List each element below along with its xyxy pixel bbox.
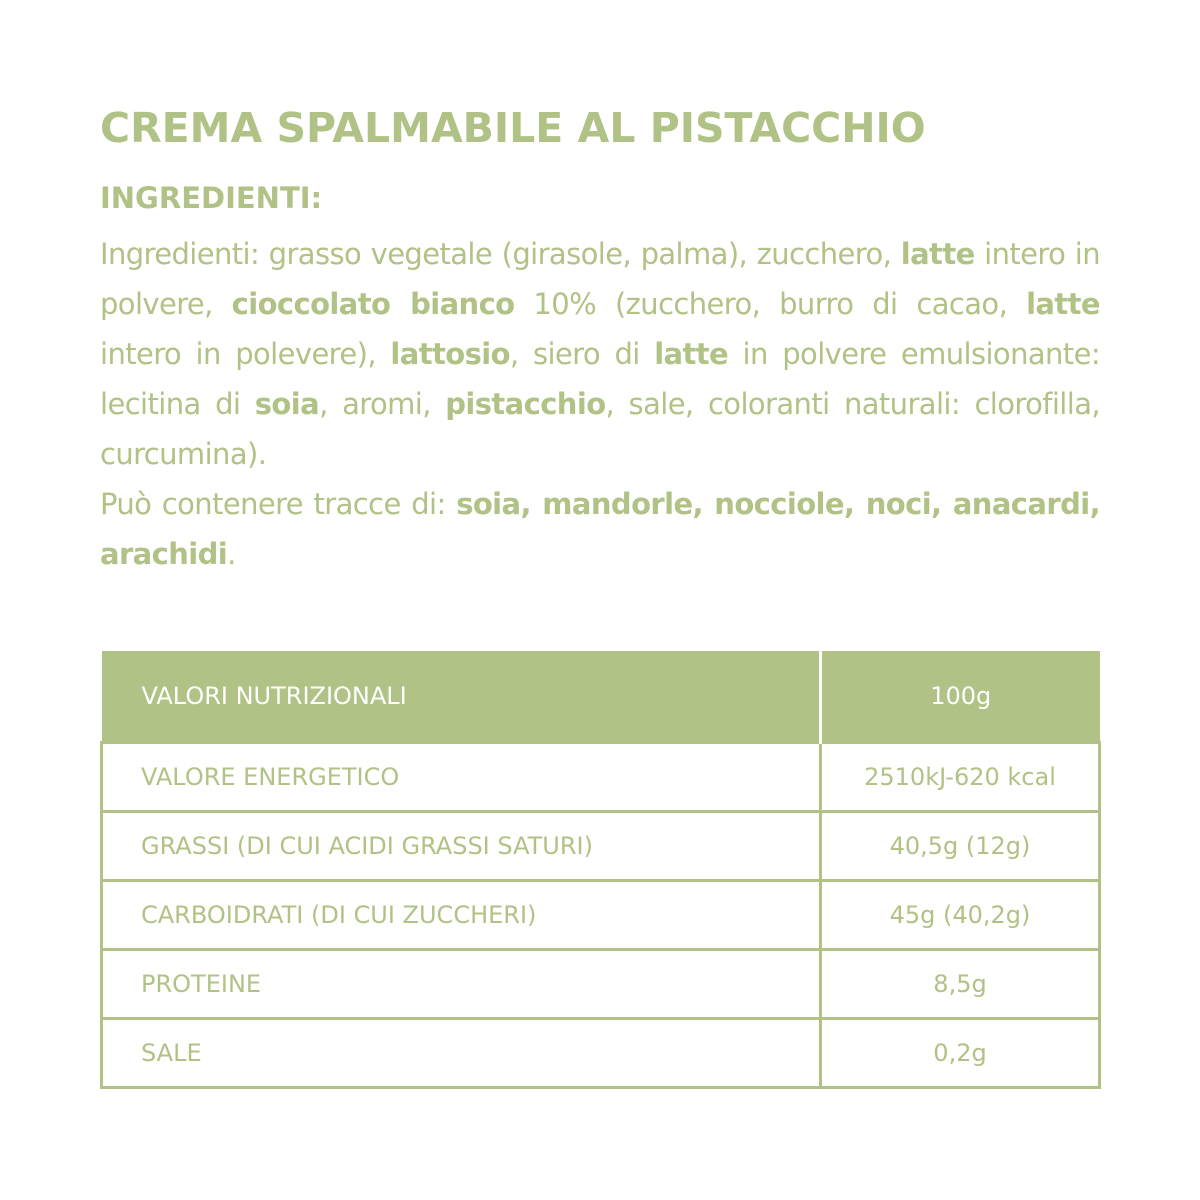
nutrient-label: GRASSI (DI CUI ACIDI GRASSI SATURI) xyxy=(102,812,821,881)
traces-text xyxy=(100,479,1100,579)
ingredient-segment: , siero di xyxy=(509,337,655,371)
ingredient-segment: intero in polvere, xyxy=(100,237,1100,321)
allergen-highlight: lattosio xyxy=(390,337,510,371)
allergen-highlight: latte xyxy=(654,337,729,371)
nutrient-label: SALE xyxy=(102,1019,821,1088)
ingredient-segment: in polvere emulsionante: lecitina di xyxy=(100,337,1100,421)
traces-segment: . xyxy=(227,537,236,571)
ingredient-segment: Ingredienti: grasso vegetale (girasole, palma), zucchero, xyxy=(100,237,901,271)
nutrient-value: 45g (40,2g) xyxy=(821,881,1100,950)
allergen-highlight: soia xyxy=(254,387,320,421)
allergen-highlight: cioccolato bianco xyxy=(231,287,515,321)
traces-segment: Può contenere tracce di: xyxy=(100,487,457,521)
table-row xyxy=(102,812,1100,881)
nutrition-header-value: 100g xyxy=(821,651,1100,743)
ingredient-segment: , sale, coloranti naturali: clorofilla, curcumina). xyxy=(100,387,1100,471)
table-row xyxy=(102,1019,1100,1088)
nutrient-label: VALORE ENERGETICO xyxy=(102,743,821,812)
nutrient-label: CARBOIDRATI (DI CUI ZUCCHERI) xyxy=(102,881,821,950)
ingredients-text xyxy=(100,229,1100,479)
product-title: CREMA SPALMABILE AL PISTACCHIO xyxy=(100,104,926,152)
allergen-highlight: pistacchio xyxy=(445,387,606,421)
table-row xyxy=(102,950,1100,1019)
ingredient-segment: , aromi, xyxy=(319,387,446,421)
nutrient-value: 8,5g xyxy=(821,950,1100,1019)
traces-allergens: soia, mandorle, nocciole, noci, anacardi, arachidi xyxy=(100,487,1100,571)
ingredient-segment: 10% (zucchero, burro di cacao, xyxy=(514,287,1027,321)
nutrition-header-label: VALORI NUTRIZIONALI xyxy=(102,651,821,743)
nutrition-table xyxy=(100,651,1101,1089)
allergen-highlight: latte xyxy=(900,237,975,271)
nutrient-value: 0,2g xyxy=(821,1019,1100,1088)
table-row xyxy=(102,743,1100,812)
ingredients-heading: INGREDIENTI: xyxy=(100,181,323,215)
ingredient-segment: intero in polevere), xyxy=(100,337,391,371)
allergen-highlight: latte xyxy=(1026,287,1100,321)
ingredients-block xyxy=(100,229,1100,579)
nutrient-value: 40,5g (12g) xyxy=(821,812,1100,881)
table-row xyxy=(102,881,1100,950)
nutrient-label: PROTEINE xyxy=(102,950,821,1019)
nutrition-header-row xyxy=(102,651,1100,743)
nutrient-value: 2510kJ-620 kcal xyxy=(821,743,1100,812)
